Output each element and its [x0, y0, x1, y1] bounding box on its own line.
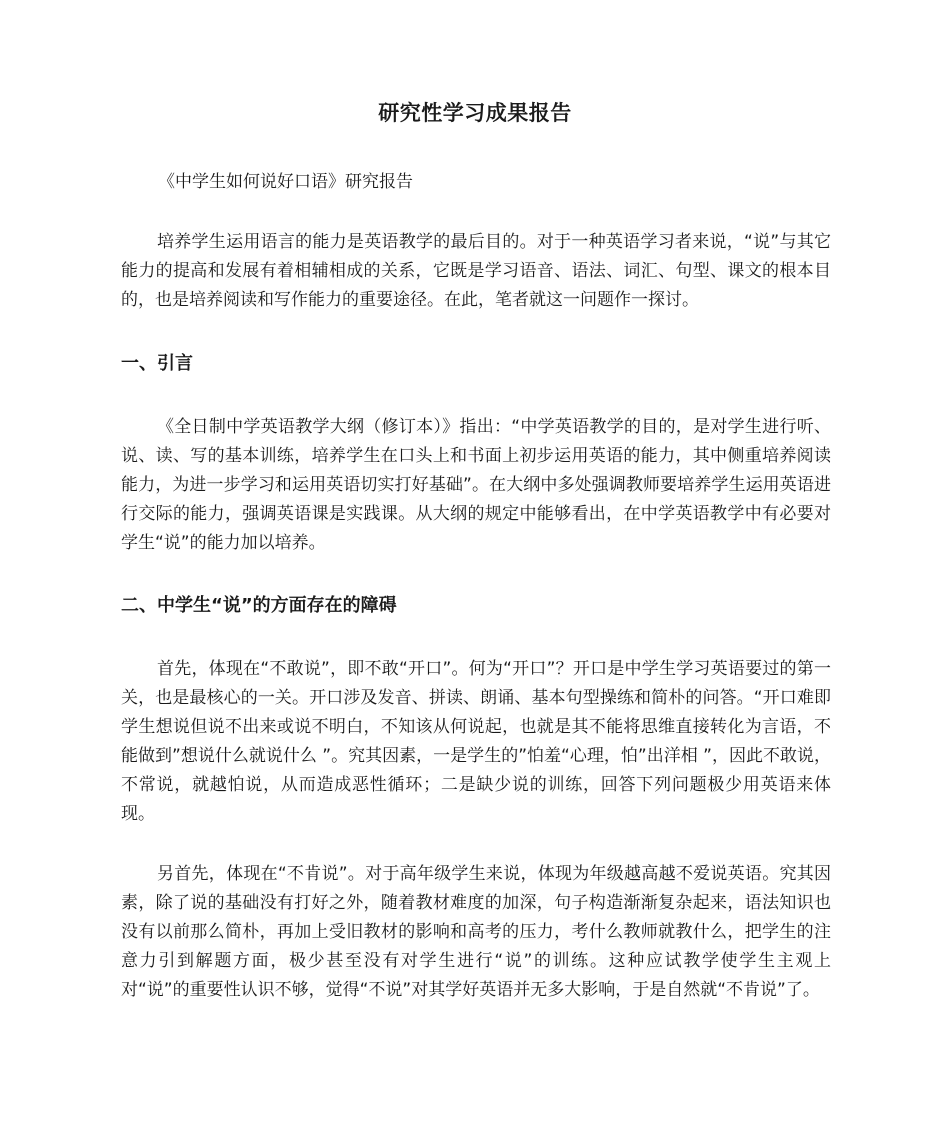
intro-paragraph: 培养学生运用语言的能力是英语教学的最后目的。对于一种英语学习者来说，“说”与其它能力的提高和发展有着相辅相成的关系，它既是学习语音、语法、词汇、句型、课文的根本目的，也是培养阅读和写作能力的重要途径。在此，笔者就这一问题作一探讨。: [121, 232, 831, 310]
section-paragraph: 另首先，体现在“不肯说”。对于高年级学生来说，体现为年级越高越不爱说英语。究其因素，除了说的基础没有打好之外，随着教材难度的加深，句子构造渐渐复杂起来，语法知识也没有以前那么简朴，再加上受旧教材的影响和高考的压力，考什么教师就教什么，把学生的注意力引到解题方面，极少甚至没有对学生进行“说”的训练。这种应试教学使学生主观上对“说”的重要性认识不够，觉得“不说”对其学好英语并无多大影响，于是自然就“不肯说”了。: [121, 864, 831, 1000]
section-heading-obstacles: 二、中学生“说”的方面存在的障碍: [121, 595, 397, 616]
document-subtitle: 《中学生如何说好口语》研究报告: [158, 172, 413, 192]
section-paragraph: 首先，体现在“不敢说”，即不敢“开口”。何为“开口”？开口是中学生学习英语要过的第一关，也是最核心的一关。开口涉及发音、拼读、朗诵、基本句型操练和简朴的问答。“开口难即学生想说但说不出来或说不明白，不知该从何说起，也就是其不能将思维直接转化为言语，不能做到”想说什么就说什么 ”。究其因素，一是学生的”怕羞“心理，怕”出洋相 ”，因此不敢说，不常说，就越怕说，从而造成恶性循环；二是缺少说的训练，回答下列问题极少用英语来体现。: [121, 659, 831, 824]
document-title: 研究性学习成果报告: [378, 101, 572, 125]
section-paragraph: 《全日制中学英语教学大纲（修订本）》指出：“中学英语教学的目的，是对学生进行听、说、读、写的基本训练，培养学生在口头上和书面上初步运用英语的能力，其中侧重培养阅读能力，为进一步学习和运用英语切实打好基础”。在大纲中多处强调教师要培养学生运用英语进行交际的能力，强调英语课是实践课。从大纲的规定中能够看出，在中学英语教学中有必要对学生“说”的能力加以培养。: [121, 417, 831, 553]
section-heading-introduction: 一、引言: [121, 353, 193, 374]
